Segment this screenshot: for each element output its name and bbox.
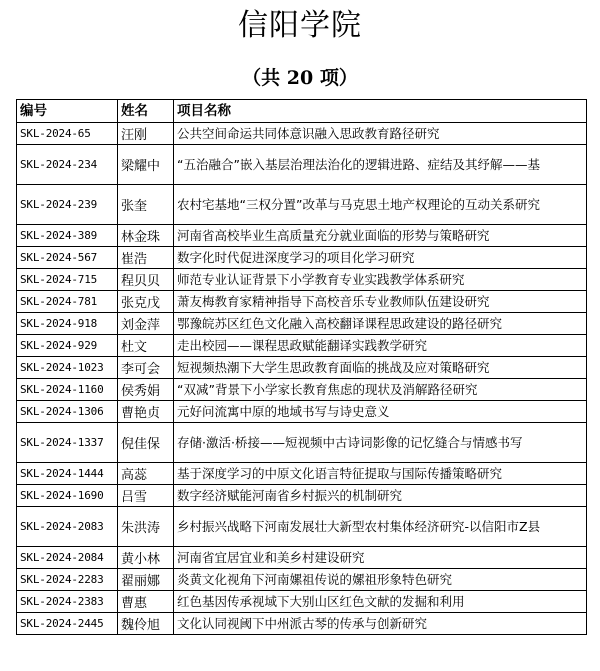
leader-name-cell: 翟丽娜 <box>118 569 174 591</box>
table-row <box>17 401 587 423</box>
table-row <box>17 423 587 463</box>
project-code-cell: SKL-2024-65 <box>17 123 118 145</box>
page-title: 信阳学院 <box>238 8 362 43</box>
project-title-cell: 农村宅基地“三权分置”改革与马克思土地产权理论的互动关系研究 <box>174 185 587 225</box>
leader-name-cell: 程贝贝 <box>118 269 174 291</box>
leader-name-cell: 崔浩 <box>118 247 174 269</box>
project-code-cell: SKL-2024-1160 <box>17 379 118 401</box>
table-row <box>17 613 587 635</box>
leader-name-cell: 黄小林 <box>118 547 174 569</box>
table-row <box>17 463 587 485</box>
leader-name-cell: 侯秀娟 <box>118 379 174 401</box>
column-header-name: 姓名 <box>118 100 174 123</box>
table-row <box>17 569 587 591</box>
project-code-cell: SKL-2024-239 <box>17 185 118 225</box>
project-code-cell: SKL-2024-1337 <box>17 423 118 463</box>
project-code-cell: SKL-2024-2084 <box>17 547 118 569</box>
project-title-cell: 乡村振兴战略下河南发展壮大新型农村集体经济研究-以信阳市Z县 <box>174 507 587 547</box>
project-code-cell: SKL-2024-389 <box>17 225 118 247</box>
table-row <box>17 313 587 335</box>
leader-name-cell: 杜文 <box>118 335 174 357</box>
project-code-cell: SKL-2024-2383 <box>17 591 118 613</box>
leader-name-cell: 曹惠 <box>118 591 174 613</box>
leader-name-cell: 梁耀中 <box>118 145 174 185</box>
project-code-cell: SKL-2024-929 <box>17 335 118 357</box>
project-title-cell: 炎黄文化视角下河南嫘祖传说的嫘祖形象特色研究 <box>174 569 587 591</box>
project-title-cell: 数字经济赋能河南省乡村振兴的机制研究 <box>174 485 587 507</box>
project-title-cell: 走出校园——课程思政赋能翻译实践教学研究 <box>174 335 587 357</box>
table-row <box>17 357 587 379</box>
table-row <box>17 269 587 291</box>
table-row <box>17 507 587 547</box>
project-code-cell: SKL-2024-2083 <box>17 507 118 547</box>
project-title-cell: 存储·激活·桥接——短视频中古诗词影像的记忆缝合与情感书写 <box>174 423 587 463</box>
table-row <box>17 379 587 401</box>
table-row <box>17 547 587 569</box>
project-title-cell: 河南省宜居宜业和美乡村建设研究 <box>174 547 587 569</box>
project-title-cell: 数字化时代促进深度学习的项目化学习研究 <box>174 247 587 269</box>
project-code-cell: SKL-2024-234 <box>17 145 118 185</box>
column-header-code: 编号 <box>17 100 118 123</box>
project-title-cell: “双减”背景下小学家长教育焦虑的现状及消解路径研究 <box>174 379 587 401</box>
leader-name-cell: 吕雪 <box>118 485 174 507</box>
project-title-cell: 元好问流寓中原的地域书写与诗史意义 <box>174 401 587 423</box>
leader-name-cell: 朱洪涛 <box>118 507 174 547</box>
leader-name-cell: 张克戊 <box>118 291 174 313</box>
table-row <box>17 145 587 185</box>
leader-name-cell: 倪佳保 <box>118 423 174 463</box>
table-row <box>17 485 587 507</box>
project-code-cell: SKL-2024-1444 <box>17 463 118 485</box>
leader-name-cell: 刘金萍 <box>118 313 174 335</box>
project-title-cell: 河南省高校毕业生高质量充分就业面临的形势与策略研究 <box>174 225 587 247</box>
leader-name-cell: 高蕊 <box>118 463 174 485</box>
project-code-cell: SKL-2024-2445 <box>17 613 118 635</box>
project-code-cell: SKL-2024-2283 <box>17 569 118 591</box>
project-count: （共 20 项） <box>242 67 358 89</box>
project-title-cell: 红色基因传承视域下大别山区红色文献的发掘和利用 <box>174 591 587 613</box>
column-header-title: 项目名称 <box>174 100 587 123</box>
leader-name-cell: 张奎 <box>118 185 174 225</box>
project-code-cell: SKL-2024-781 <box>17 291 118 313</box>
project-code-cell: SKL-2024-1023 <box>17 357 118 379</box>
leader-name-cell: 曹艳贞 <box>118 401 174 423</box>
table-row <box>17 225 587 247</box>
project-title-cell: “五治融合”嵌入基层治理法治化的逻辑进路、症结及其纾解——基 <box>174 145 587 185</box>
leader-name-cell: 林金珠 <box>118 225 174 247</box>
project-title-cell: 基于深度学习的中原文化语言特征提取与国际传播策略研究 <box>174 463 587 485</box>
project-title-cell: 短视频热潮下大学生思政教育面临的挑战及应对策略研究 <box>174 357 587 379</box>
project-title-cell: 萧友梅教育家精神指导下高校音乐专业教师队伍建设研究 <box>174 291 587 313</box>
table-row <box>17 185 587 225</box>
leader-name-cell: 汪刚 <box>118 123 174 145</box>
table-row <box>17 247 587 269</box>
project-title-cell: 公共空间命运共同体意识融入思政教育路径研究 <box>174 123 587 145</box>
project-code-cell: SKL-2024-715 <box>17 269 118 291</box>
leader-name-cell: 魏伶旭 <box>118 613 174 635</box>
table-row <box>17 335 587 357</box>
project-title-cell: 文化认同视阈下中州派古琴的传承与创新研究 <box>174 613 587 635</box>
leader-name-cell: 李可会 <box>118 357 174 379</box>
project-code-cell: SKL-2024-567 <box>17 247 118 269</box>
table-row <box>17 123 587 145</box>
project-code-cell: SKL-2024-918 <box>17 313 118 335</box>
table-row <box>17 591 587 613</box>
table-header-row <box>17 100 587 123</box>
project-title-cell: 鄂豫皖苏区红色文化融入高校翻译课程思政建设的路径研究 <box>174 313 587 335</box>
table-row <box>17 291 587 313</box>
project-code-cell: SKL-2024-1690 <box>17 485 118 507</box>
project-table <box>16 99 587 635</box>
project-code-cell: SKL-2024-1306 <box>17 401 118 423</box>
project-title-cell: 师范专业认证背景下小学教育专业实践教学体系研究 <box>174 269 587 291</box>
